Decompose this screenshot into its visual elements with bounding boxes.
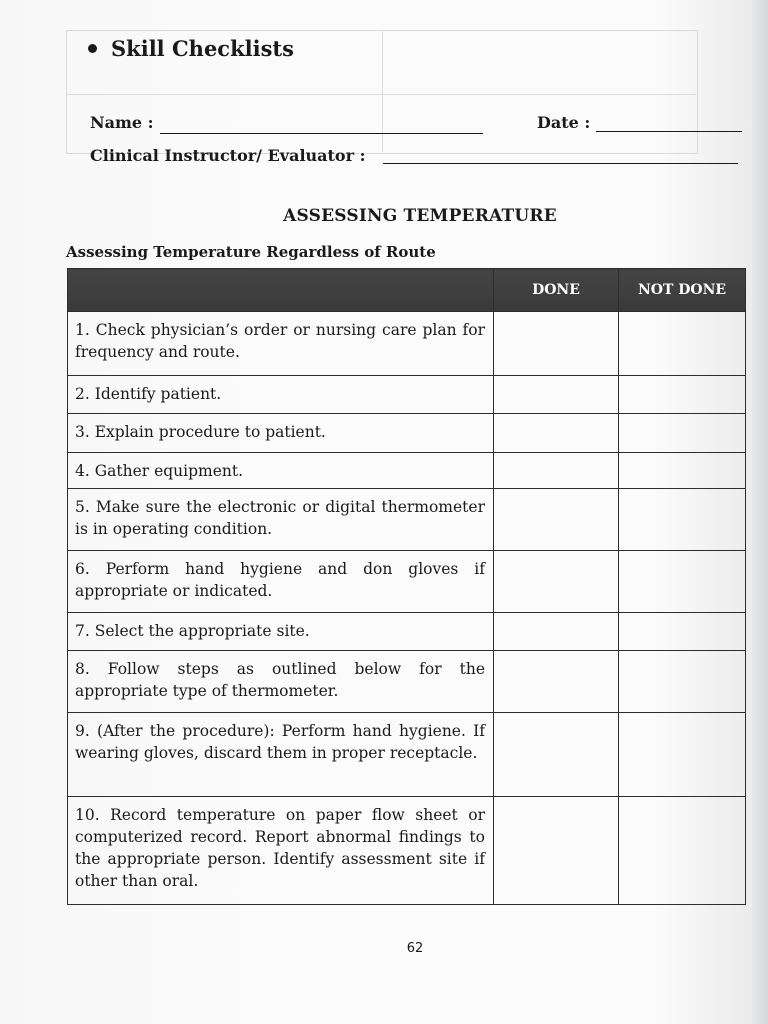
step-cell [68, 312, 494, 376]
not-done-cell[interactable] [619, 613, 746, 651]
clinical-instructor-label: Clinical Instructor/ Evaluator : [90, 146, 366, 165]
done-cell[interactable] [494, 414, 619, 453]
done-cell[interactable] [494, 489, 619, 551]
step-number: 4. [75, 462, 90, 480]
checklist-table [67, 268, 746, 905]
done-column-header: DONE [494, 269, 619, 312]
table-row [68, 651, 746, 713]
step-cell [68, 651, 494, 713]
not-done-cell[interactable] [619, 651, 746, 713]
checklist-table-wrapper [67, 268, 745, 905]
bullet-icon [88, 44, 97, 53]
table-row [68, 613, 746, 651]
step-text: Explain procedure to patient. [94, 423, 326, 441]
step-text: Gather equipment. [94, 462, 244, 480]
not-done-cell[interactable] [619, 713, 746, 797]
step-cell [68, 414, 494, 453]
page-number: 62 [406, 941, 424, 956]
done-cell[interactable] [494, 651, 619, 713]
table-row [68, 489, 746, 551]
page-edge-shadow [752, 0, 768, 1024]
not-done-cell[interactable] [619, 797, 746, 905]
not-done-cell[interactable] [619, 376, 746, 414]
not-done-cell[interactable] [619, 414, 746, 453]
step-text: Follow steps as outlined below for the appropriate type of thermometer. [75, 660, 485, 700]
bleed-through-rule [66, 94, 696, 95]
done-cell[interactable] [494, 376, 619, 414]
done-cell[interactable] [494, 551, 619, 613]
step-text: Perform hand hygiene and don gloves if appropriate or indicated. [75, 560, 485, 600]
page-subtitle: Assessing Temperature Regardless of Route [66, 243, 436, 261]
name-blank-line[interactable] [160, 133, 483, 134]
date-blank-line[interactable] [596, 131, 742, 132]
step-number: 10. [75, 806, 100, 824]
done-cell[interactable] [494, 312, 619, 376]
step-text: Select the appropriate site. [94, 622, 310, 640]
table-row [68, 414, 746, 453]
page-title: ASSESSING TEMPERATURE [283, 206, 557, 226]
clinical-instructor-blank-line[interactable] [383, 163, 738, 164]
step-cell [68, 551, 494, 613]
step-cell [68, 613, 494, 651]
date-label: Date : [537, 113, 591, 132]
done-cell[interactable] [494, 613, 619, 651]
not-done-column-header: NOT DONE [619, 269, 746, 312]
step-cell [68, 489, 494, 551]
step-text: Record temperature on paper flow sheet or computerized record. Report abnormal findings to the appropriate person. Identify assessment site if other than oral. [75, 806, 485, 890]
not-done-cell[interactable] [619, 489, 746, 551]
step-number: 2. [75, 385, 90, 403]
table-header-row [68, 269, 746, 312]
table-row [68, 713, 746, 797]
not-done-cell[interactable] [619, 312, 746, 376]
done-cell[interactable] [494, 797, 619, 905]
step-cell [68, 713, 494, 797]
clinical-instructor-field [90, 146, 366, 165]
step-cell [68, 376, 494, 414]
step-text: Check physician’s order or nursing care plan for frequency and route. [75, 321, 485, 361]
step-number: 7. [75, 622, 90, 640]
section-heading [88, 36, 294, 61]
step-number: 3. [75, 423, 90, 441]
not-done-cell[interactable] [619, 551, 746, 613]
step-number: 9. [75, 722, 90, 740]
step-text: Identify patient. [94, 385, 222, 403]
date-field [537, 113, 590, 132]
table-row [68, 312, 746, 376]
done-cell[interactable] [494, 453, 619, 489]
step-column-header [68, 269, 494, 312]
name-label: Name : [90, 113, 154, 132]
step-number: 6. [75, 560, 90, 578]
step-cell [68, 797, 494, 905]
step-text: Make sure the electronic or digital thermometer is in operating condition. [75, 498, 485, 538]
step-number: 1. [75, 321, 90, 339]
table-row [68, 797, 746, 905]
not-done-cell[interactable] [619, 453, 746, 489]
done-cell[interactable] [494, 713, 619, 797]
table-row [68, 551, 746, 613]
step-text: (After the procedure): Perform hand hygiene. If wearing gloves, discard them in proper receptacle. [75, 722, 485, 762]
section-title: Skill Checklists [111, 36, 294, 61]
table-row [68, 376, 746, 414]
table-row [68, 453, 746, 489]
step-cell [68, 453, 494, 489]
step-number: 5. [75, 498, 90, 516]
name-field [90, 113, 154, 132]
step-number: 8. [75, 660, 90, 678]
